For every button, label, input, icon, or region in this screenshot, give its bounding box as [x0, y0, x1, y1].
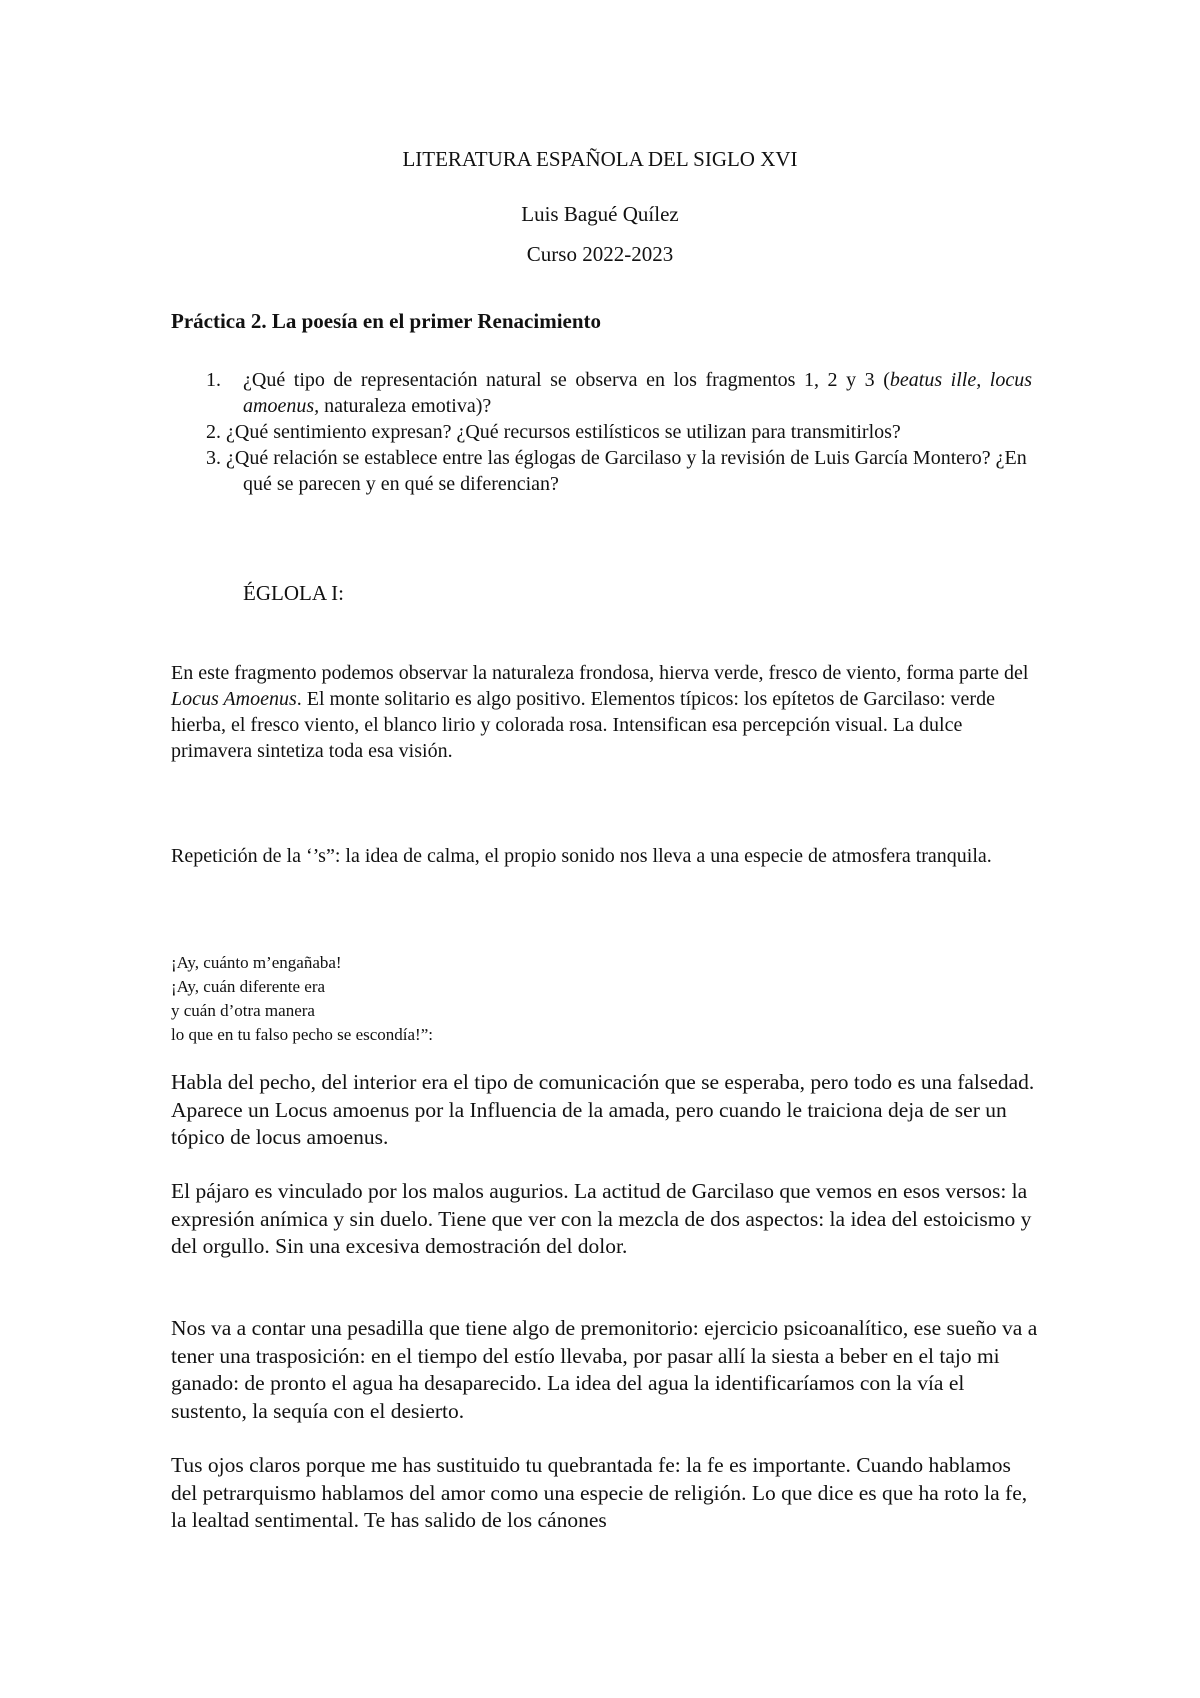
- author-name: Luis Bagué Quílez: [521, 202, 679, 226]
- paragraph-1-text-a: En este fragmento podemos observar la naturaleza frondosa, hierva verde, fresco de viento, forma parte del: [171, 662, 1029, 684]
- section-heading: ÉGLOLA I:: [243, 581, 344, 605]
- question-2: 2. ¿Qué sentimiento expresan? ¿Qué recursos estilísticos se utilizan para transmitirlos?: [206, 421, 901, 443]
- verse-line: ¡Ay, cuánto m’engañaba!: [171, 953, 342, 972]
- verse-line: ¡Ay, cuán diferente era: [171, 977, 326, 996]
- verse-line: lo que en tu falso pecho se escondía!”:: [171, 1025, 433, 1044]
- document-title: LITERATURA ESPAÑOLA DEL SIGLO XVI: [402, 147, 798, 171]
- question-1-italic: beatus ille, locus amoenus,: [243, 369, 1032, 417]
- paragraph-pesadilla: Nos va a contar una pesadilla que tiene algo de premonitorio: ejercicio psicoanalítico, ese sueño va a tener una trasposición: en el tiempo del estío llevaba, por pasar allí la siesta a beber en el tajo mi ganado: de pronto el agua ha desaparecido. La idea del agua la identificaríamos con la vía el sustento, la sequía con el desierto.: [171, 1316, 1038, 1423]
- paragraph-1-text-b: . El monte solitario es algo positivo. Elementos típicos: los epítetos de Garcilaso: verde hierba, el fresco viento, el blanco lirio y colorada rosa. Intensifican esa percepción visual. La dulce primavera sintetiza toda esa visión.: [171, 688, 995, 762]
- course-year: Curso 2022-2023: [526, 242, 674, 266]
- question-1-number: 1.: [206, 369, 221, 391]
- paragraph-ojos-claros: Tus ojos claros porque me has sustituido tu quebrantada fe: la fe es importante. Cuando hablamos del petrarquismo hablamos del amor como una especie de religión. Lo que dice es que ha roto la fe, la lealtad sentimental. Te has salido de los cánones: [171, 1453, 1028, 1532]
- paragraph-naturaleza: [171, 660, 1033, 764]
- paragraph-1-italic: Locus Amoenus: [171, 688, 297, 710]
- practice-heading: Práctica 2. La poesía en el primer Renacimiento: [171, 309, 602, 333]
- question-1-text-b: naturaleza emotiva)?: [319, 395, 492, 417]
- question-list: [206, 367, 1032, 497]
- question-1: [206, 367, 1032, 419]
- verse-line: y cuán d’otra manera: [171, 1001, 315, 1020]
- paragraph-pajaro: El pájaro es vinculado por los malos augurios. La actitud de Garcilaso que vemos en esos versos: la expresión anímica y sin duelo. Tiene que ver con la mezcla de dos aspectos: la idea del estoicismo y del orgullo. Sin una excesiva demostración del dolor.: [171, 1179, 1032, 1258]
- verse-quote: [171, 951, 433, 1047]
- question-1-text-a: ¿Qué tipo de representación natural se observa en los fragmentos 1, 2 y 3 (: [243, 369, 890, 391]
- question-3: 3. ¿Qué relación se establece entre las églogas de Garcilaso y la revisión de Luis García Montero? ¿En qué se parecen y en qué se diferencian?: [206, 447, 1027, 495]
- paragraph-repeticion: Repetición de la ‘’s”: la idea de calma, el propio sonido nos lleva a una especie de atmosfera tranquila.: [171, 845, 992, 867]
- paragraph-pecho: Habla del pecho, del interior era el tipo de comunicación que se esperaba, pero todo es una falsedad. Aparece un Locus amoenus por la Influencia de la amada, pero cuando le traiciona deja de ser un tópico de locus amoenus.: [171, 1070, 1035, 1149]
